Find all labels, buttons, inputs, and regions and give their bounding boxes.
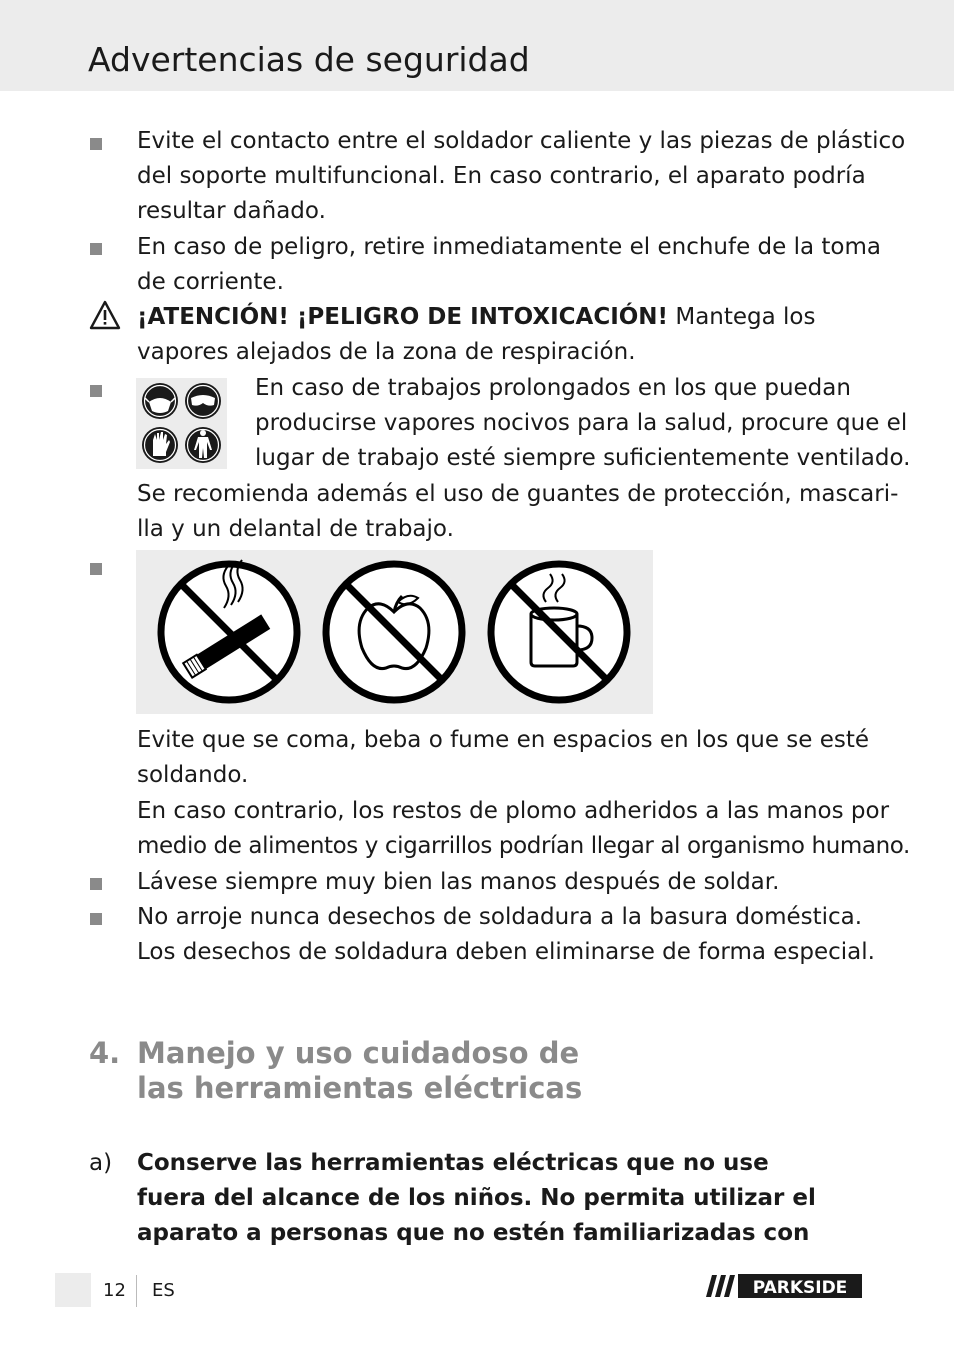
safety-goggles-icon — [185, 383, 221, 419]
bullet-line: Lávese siempre muy bien las manos después de soldar. — [137, 869, 780, 895]
ppe-text-line: producirse vapores nocivos para la salud, procure que el — [255, 410, 908, 436]
item-label: a) — [89, 1150, 113, 1176]
no-eat-text-line: soldando. — [137, 762, 249, 788]
section-title-line: Manejo y uso cuidadoso de — [137, 1036, 580, 1070]
ppe-text-line: lla y un delantal de trabajo. — [137, 516, 454, 542]
no-eating-icon — [326, 564, 462, 700]
bullet-marker — [90, 563, 102, 575]
bullet-line: No arroje nunca desechos de soldadura a la basura doméstica. — [137, 904, 863, 930]
ppe-text-line: Se recomienda además el uso de guantes de protección, mascari- — [137, 481, 899, 507]
page-number: 12 — [103, 1280, 126, 1301]
bullet-marker — [90, 913, 102, 925]
bullet-line: En caso de peligro, retire inmediatamente el enchufe de la toma — [137, 234, 881, 260]
warning-line-1 — [137, 300, 816, 335]
warning-line-2: vapores alejados de la zona de respiración. — [137, 339, 636, 365]
ppe-text-line: lugar de trabajo esté siempre suficientemente ventilado. — [255, 445, 911, 471]
ppe-text-line: En caso de trabajos prolongados en los que puedan — [255, 375, 851, 401]
item-text-line: Conserve las herramientas eléctricas que no use — [137, 1150, 769, 1176]
bullet-line: resultar dañado. — [137, 198, 326, 224]
bullet-line: Evite el contacto entre el soldador caliente y las piezas de plástico — [137, 128, 906, 154]
item-text-line: fuera del alcance de los niños. No permita utilizar el — [137, 1185, 816, 1211]
protective-suit-icon — [185, 427, 221, 463]
no-drinking-icon — [491, 564, 627, 700]
section-number: 4. — [89, 1036, 121, 1070]
prohibition-icons — [136, 550, 653, 714]
no-smoking-icon — [161, 560, 297, 700]
bullet-marker — [90, 138, 102, 150]
section-title-line: las herramientas eléctricas — [137, 1071, 583, 1105]
warning-rest: Mantega los — [668, 304, 816, 330]
ppe-icons — [136, 378, 227, 469]
bullet-line: del soporte multifuncional. En caso contrario, el aparato podría — [137, 163, 866, 189]
language-code: ES — [152, 1280, 175, 1301]
bullet-marker — [90, 878, 102, 890]
footer-divider — [136, 1275, 137, 1307]
item-text-line: aparato a personas que no estén familiarizadas con — [137, 1220, 810, 1246]
gloves-icon — [142, 427, 178, 463]
section-title — [137, 1036, 582, 1106]
bullet-marker — [90, 243, 102, 255]
warning-triangle-icon — [89, 300, 121, 330]
no-eat-text-line: Evite que se coma, beba o fume en espacios en los que se esté — [137, 727, 870, 753]
bullet-line: de corriente. — [137, 269, 284, 295]
bullet-marker — [90, 385, 102, 397]
brand-logo — [705, 1273, 863, 1299]
no-eat-text-line: En caso contrario, los restos de plomo adheridos a las manos por — [137, 798, 890, 824]
warning-emphasis: ¡ATENCIÓN! ¡PELIGRO DE INTOXICACIÓN! — [137, 304, 669, 330]
page-title: Advertencias de seguridad — [88, 40, 530, 79]
bullet-line: Los desechos de soldadura deben eliminarse de forma especial. — [137, 939, 875, 965]
brand-name: PARKSIDE — [752, 1278, 848, 1298]
face-mask-icon — [142, 383, 178, 419]
no-eat-text-line: medio de alimentos y cigarrillos podrían llegar al organismo humano. — [137, 833, 910, 859]
footer-marker — [55, 1273, 91, 1307]
